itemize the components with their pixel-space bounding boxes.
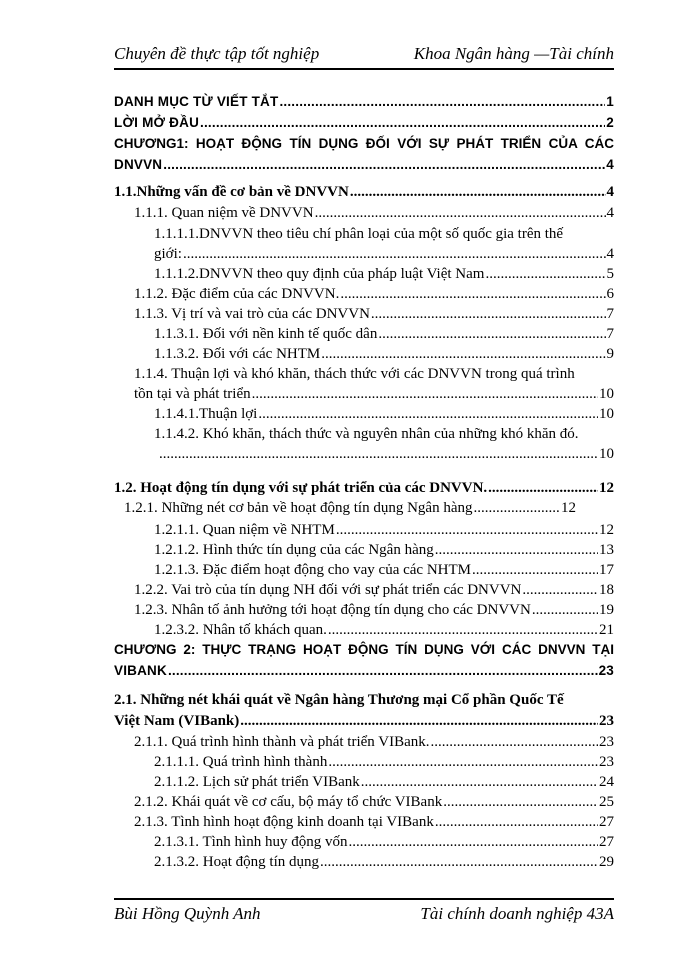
toc-entry-2-1-line-1[interactable]: 2.1. Những nét khái quát về Ngân hàng Thương mại Cổ phần Quốc Tế [114,692,564,708]
leader-dots [348,834,598,851]
toc-entry-2-1-3[interactable]: 2.1.3. Tình hình hoạt động kinh doanh tại VIBank ..... 27 [134,814,614,831]
header-right-text: Khoa Ngân hàng —Tài chính [413,44,614,63]
toc-entry-1-1-3[interactable]: 1.1.3. Vị trí và vai trò của các DNVVN ..... 7 [134,306,614,323]
leader-dots [435,542,598,559]
toc-entry-2-1-2[interactable]: 2.1.2. Khái quát về cơ cấu, bộ máy tổ chức VIBank ..... 25 [134,794,614,811]
toc-entry-1-2-1-2[interactable]: 1.2.1.2. Hình thức tín dụng của các Ngân hàng ..... 13 [154,542,614,559]
toc-entry-chapter-2-line-1[interactable]: CHƯƠNG 2: THỰC TRẠNG HOẠT ĐỘNG TÍN DỤNG VỚI CÁC DNVVN TẠI [114,642,614,657]
leader-dots [279,94,605,109]
toc-entry-introduction[interactable]: LỜI MỞ ĐẦU ..... 2 [114,115,614,130]
toc-entry-1-2-3-2[interactable]: 1.2.3.2. Nhân tố khách quan. ..... 21 [154,622,614,639]
leader-dots [488,480,598,497]
leader-dots [240,713,598,730]
leader-dots [361,774,598,791]
toc-entry-1-2-1-1[interactable]: 1.2.1.1. Quan niệm về NHTM ..... 12 [154,522,614,539]
leader-dots [378,326,605,343]
toc-entry-1-1-4-1[interactable]: 1.1.4.1.Thuận lợi ..... 10 [154,406,614,423]
header-left-text: Chuyên đề thực tập tốt nghiệp [114,44,320,63]
toc-entry-1-1-4-2[interactable]: ..... 10 [158,446,614,463]
leader-dots [336,522,598,539]
toc-entry-1-1-1[interactable]: 1.1.1. Quan niệm về DNVVN ..... 4 [134,205,614,222]
leader-dots [485,266,605,283]
toc-entry-1-1-1-1-line-1[interactable]: 1.1.1.1.DNVVN theo tiêu chí phân loại của một số quốc gia trên thế [154,226,564,242]
toc-entry-abbreviations[interactable]: DANH MỤC TỪ VIẾT TẮT ..... 1 [114,94,614,109]
toc-entry-1-1[interactable]: 1.1.Những vấn đề cơ bản về DNVVN ..... 4 [114,184,614,201]
toc-entry-1-1-4-2-line-1[interactable]: 1.1.4.2. Khó khăn, thách thức và nguyên nhân của những khó khăn đó. [154,426,579,442]
leader-dots [200,115,605,130]
toc-entry-chapter-2[interactable]: VIBANK ..... 23 [114,663,614,678]
toc-entry-1-1-2[interactable]: 1.1.2. Đặc điểm của các DNVVN. ..... 6 [134,286,614,303]
leader-dots [183,246,606,263]
toc-entry-1-2[interactable]: 1.2. Hoạt động tín dụng với sự phát triển của các DNVVN. ..... 12 [114,480,614,497]
leader-dots [320,854,598,871]
toc-entry-1-1-4[interactable]: tồn tại và phát triển ..... 10 [134,386,614,403]
leader-dots [532,602,598,619]
leader-dots [252,386,598,403]
footer-right-text: Tài chính doanh nghiệp 43A [420,904,614,923]
leader-dots [168,663,598,678]
toc-entry-1-1-1-2[interactable]: 1.1.1.2.DNVVN theo quy định của pháp luật Việt Nam ..... 5 [154,266,614,283]
toc-entry-1-2-3[interactable]: 1.2.3. Nhân tố ảnh hưởng tới hoạt động tín dụng cho các DNVVN ..... 19 [134,602,614,619]
toc-entry-chapter-1[interactable]: DNVVN ..... 4 [114,157,614,172]
leader-dots [522,582,598,599]
leader-dots [159,446,598,463]
leader-dots [350,184,606,201]
leader-dots [258,406,598,423]
leader-dots [371,306,606,323]
leader-dots [443,794,598,811]
leader-dots [474,500,560,517]
toc-entry-2-1-1-2[interactable]: 2.1.1.2. Lịch sử phát triển VIBank ..... 24 [154,774,614,791]
toc-entry-2-1-3-1[interactable]: 2.1.3.1. Tình hình huy động vốn ..... 27 [154,834,614,851]
toc-entry-1-1-4-line-1[interactable]: 1.1.4. Thuận lợi và khó khăn, thách thức với các DNVVN trong quá trình [134,366,575,382]
toc-entry-chapter-1-line-1[interactable]: CHƯƠNG1: HOẠT ĐỘNG TÍN DỤNG ĐỐI VỚI SỰ PHÁT TRIỂN CỦA CÁC [114,136,614,151]
leader-dots [435,814,598,831]
toc-entry-1-1-1-1[interactable]: giới: ..... 4 [154,246,614,263]
leader-dots [340,286,605,303]
toc-entry-1-2-2[interactable]: 1.2.2. Vai trò của tín dụng NH đối với sự phát triển các DNVVN ..... 18 [134,582,614,599]
toc-entry-2-1-1[interactable]: 2.1.1. Quá trình hình thành và phát triển VIBank. ..... 23 [134,734,614,751]
leader-dots [328,622,598,639]
toc-entry-2-1-1-1[interactable]: 2.1.1.1. Quá trình hình thành ..... 23 [154,754,614,771]
leader-dots [328,754,598,771]
page-footer [114,898,614,926]
leader-dots [431,734,598,751]
toc-entry-1-1-3-1[interactable]: 1.1.3.1. Đối với nền kinh tế quốc dân ..... 7 [154,326,614,343]
toc-entry-1-1-3-2[interactable]: 1.1.3.2. Đối với các NHTM ..... 9 [154,346,614,363]
footer-left-text: Bùi Hồng Quỳnh Anh [114,904,261,923]
leader-dots [472,562,598,579]
leader-dots [315,205,606,222]
leader-dots [163,157,605,172]
toc-entry-2-1-3-2[interactable]: 2.1.3.2. Hoạt động tín dụng ..... 29 [154,854,614,871]
toc-entry-1-2-1-3[interactable]: 1.2.1.3. Đặc điểm hoạt động cho vay của các NHTM ..... 17 [154,562,614,579]
toc-entry-1-2-1[interactable]: 1.2.1. Những nét cơ bản về hoạt động tín dụng Ngân hàng ..... 12 [124,500,576,517]
leader-dots [321,346,605,363]
toc-entry-2-1[interactable]: Việt Nam (VIBank) ..... 23 [114,713,614,730]
